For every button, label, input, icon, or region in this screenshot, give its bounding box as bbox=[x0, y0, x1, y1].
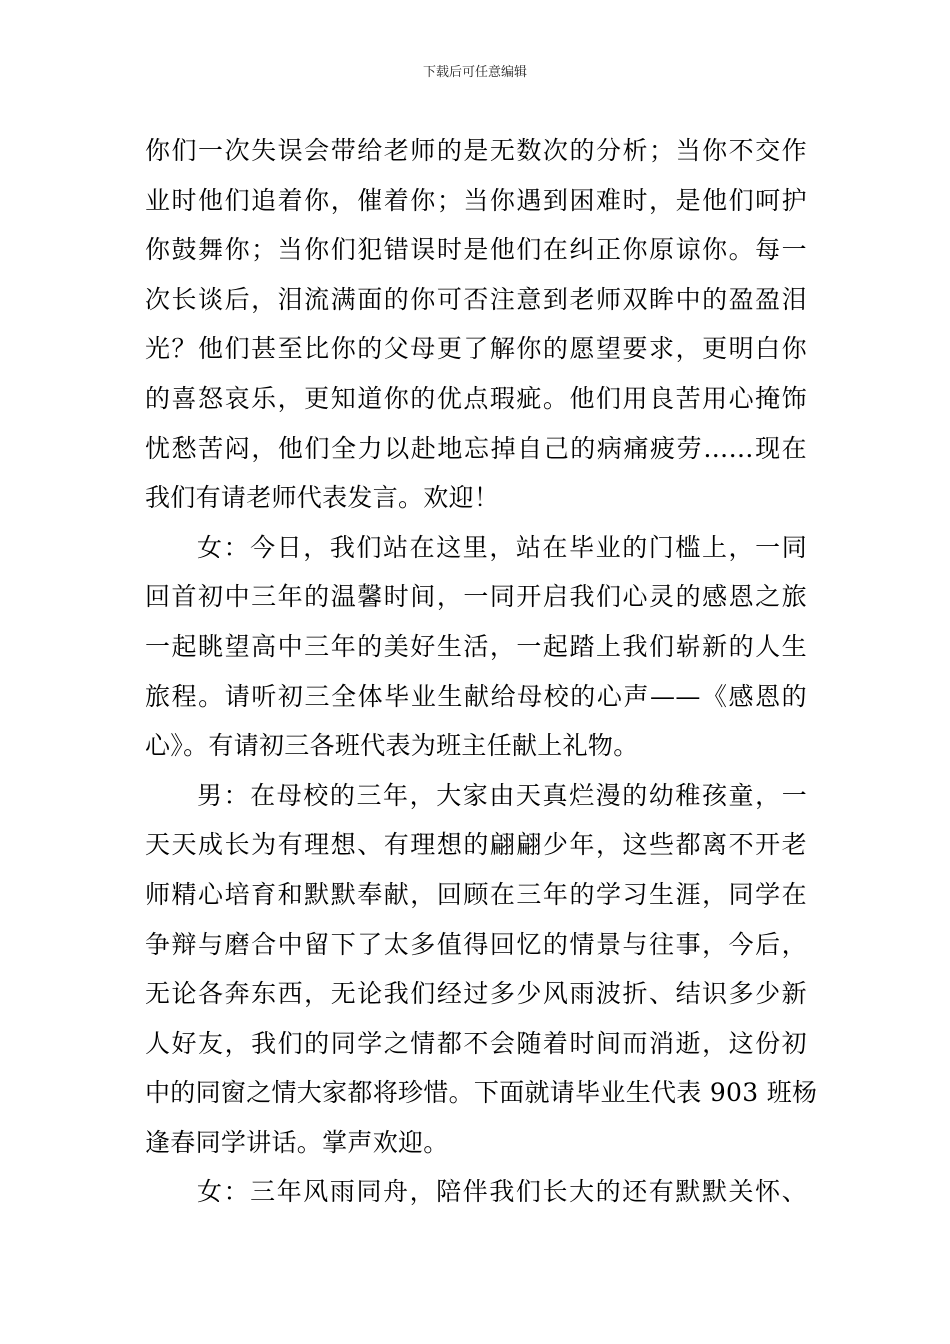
text-line: 师精心培育和默默奉献，回顾在三年的学习生涯，同学在 bbox=[145, 879, 807, 909]
text-line: 回首初中三年的温馨时间，一同开启我们心灵的感恩之旅 bbox=[145, 582, 807, 612]
paragraph-female-host-2 bbox=[145, 1167, 807, 1217]
text-line: 的喜怒哀乐，更知道你的优点瑕疵。他们用良苦用心掩饰 bbox=[145, 383, 807, 413]
text-line: 人好友，我们的同学之情都不会随着时间而消逝，这份初 bbox=[145, 1028, 807, 1058]
page-header: 下载后可任意编辑 bbox=[422, 65, 527, 80]
text-line: 业时他们追着你，催着你；当你遇到困难时，是他们呵护 bbox=[145, 185, 807, 215]
paragraph-teacher-praise bbox=[145, 126, 807, 523]
text-line: 忧愁苦闷，他们全力以赴地忘掉自己的病痛疲劳……现在 bbox=[145, 433, 807, 463]
text-line: 旅程。请听初三全体毕业生献给母校的心声——《感恩的 bbox=[145, 681, 807, 711]
text-line: 争辩与磨合中留下了太多值得回忆的情景与往事，今后， bbox=[145, 929, 807, 959]
text-line: 逢春同学讲话。掌声欢迎。 bbox=[145, 1127, 449, 1157]
text-line: 女：今日，我们站在这里，站在毕业的门槛上，一同 bbox=[197, 532, 807, 562]
text-line: 心》。有请初三各班代表为班主任献上礼物。 bbox=[145, 731, 639, 761]
text-line: 一起眺望高中三年的美好生活，一起踏上我们崭新的人生 bbox=[145, 631, 807, 661]
text-line: 女：三年风雨同舟，陪伴我们长大的还有默默关怀、 bbox=[197, 1177, 807, 1207]
text-line: 次长谈后，泪流满面的你可否注意到老师双眸中的盈盈泪 bbox=[145, 284, 807, 314]
text-line: 光？他们甚至比你的父母更了解你的愿望要求，更明白你 bbox=[145, 334, 807, 364]
text-line: 天天成长为有理想、有理想的翩翩少年，这些都离不开老 bbox=[145, 830, 807, 860]
text-line: 中的同窗之情大家都将珍惜。下面就请毕业生代表 903 班杨 bbox=[145, 1078, 818, 1108]
text-line: 无论各奔东西，无论我们经过多少风雨波折、结识多少新 bbox=[145, 979, 807, 1009]
text-line: 你鼓舞你；当你们犯错误时是他们在纠正你原谅你。每一 bbox=[145, 235, 807, 265]
text-line: 男：在母校的三年，大家由天真烂漫的幼稚孩童，一 bbox=[197, 780, 807, 810]
text-line: 我们有请老师代表发言。欢迎！ bbox=[145, 483, 500, 513]
paragraph-female-host-1 bbox=[145, 523, 807, 771]
paragraph-male-host bbox=[145, 771, 818, 1168]
text-line: 你们一次失误会带给老师的是无数次的分析；当你不交作 bbox=[145, 136, 807, 165]
document-body bbox=[145, 126, 818, 1217]
